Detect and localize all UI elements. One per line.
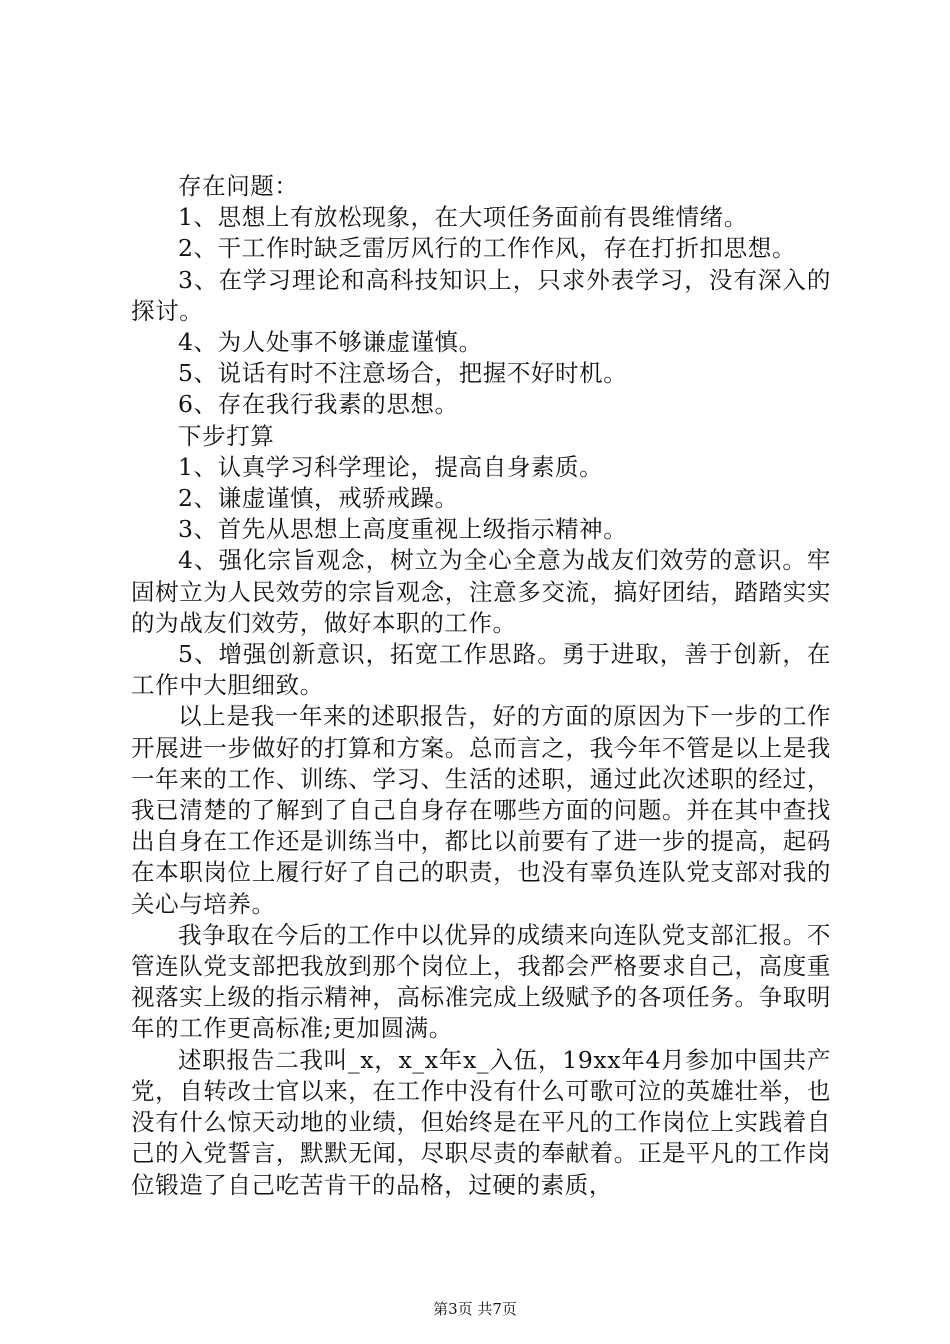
paragraph-plan-heading: 下步打算 bbox=[178, 421, 275, 450]
paragraph-problem-2: 2、干工作时缺乏雷厉风行的工作作风，存在打折扣思想。 bbox=[178, 234, 797, 263]
page-number-label: 第3页 共7页 bbox=[433, 1300, 517, 1318]
paragraph-problem-4: 4、为人处事不够谦虚谨慎。 bbox=[178, 328, 483, 357]
page-footer bbox=[0, 1299, 950, 1319]
paragraph-plan-4: 4、强化宗旨观念，树立为全心全意为战友们效劳的意识。牢固树立为人民效劳的宗旨观念，注意多交流，搞好团结，踏踏实实的为战友们效劳，做好本职的工作。 bbox=[131, 546, 831, 637]
paragraph-problem-3: 3、在学习理论和高科技知识上，只求外表学习，没有深入的探讨。 bbox=[131, 265, 831, 325]
paragraph-summary: 以上是我一年来的述职报告，好的方面的原因为下一步的工作开展进一步做好的打算和方案。总而言之，我今年不管是以上是我一年来的工作、训练、学习、生活的述职，通过此次述职的经过，我已清楚的了解到了自己自身存在哪些方面的问题。并在其中查找出自身在工作还是训练当中，都比以前要有了进一步的提高，起码在本职岗位上履行好了自己的职责，也没有辜负连队党支部对我的关心与培养。 bbox=[131, 702, 831, 918]
paragraph-plan-1: 1、认真学习科学理论，提高自身素质。 bbox=[178, 452, 604, 481]
paragraph-problem-5: 5、说话有时不注意场合，把握不好时机。 bbox=[178, 359, 628, 388]
document-body bbox=[131, 171, 831, 1201]
paragraph-problem-1: 1、思想上有放松现象，在大项任务面前有畏维情绪。 bbox=[178, 203, 748, 232]
paragraph-plan-5: 5、增强创新意识，拓宽工作思路。勇于进取，善于创新，在工作中大胆细致。 bbox=[131, 640, 831, 700]
paragraph-problem-6: 6、存在我行我素的思想。 bbox=[178, 390, 459, 419]
paragraph-report-two: 述职报告二我叫_x，x_x年x_入伍，19xx年4月参加中国共产党，自转改士官以来，在工作中没有什么可歌可泣的英雄壮举，也没有什么惊天动地的业绩，但始终是在平凡的工作岗位上实践着自己的入党誓言，默默无闻，尽职尽责的奉献着。正是平凡的工作岗位锻造了自己吃苦肯干的品格，过硬的素质， bbox=[131, 1045, 831, 1199]
paragraph-problems-heading: 存在问题： bbox=[178, 172, 299, 200]
paragraph-commitment: 我争取在今后的工作中以优异的成绩来向连队党支部汇报。不管连队党支部把我放到那个岗位上，我都会严格要求自己，高度重视落实上级的指示精神，高标准完成上级赋予的各项任务。争取明年的工作更高标准;更加圆满。 bbox=[131, 920, 831, 1043]
paragraph-plan-2: 2、谦虚谨慎，戒骄戒躁。 bbox=[178, 484, 459, 513]
paragraph-plan-3: 3、首先从思想上高度重视上级指示精神。 bbox=[178, 515, 628, 544]
